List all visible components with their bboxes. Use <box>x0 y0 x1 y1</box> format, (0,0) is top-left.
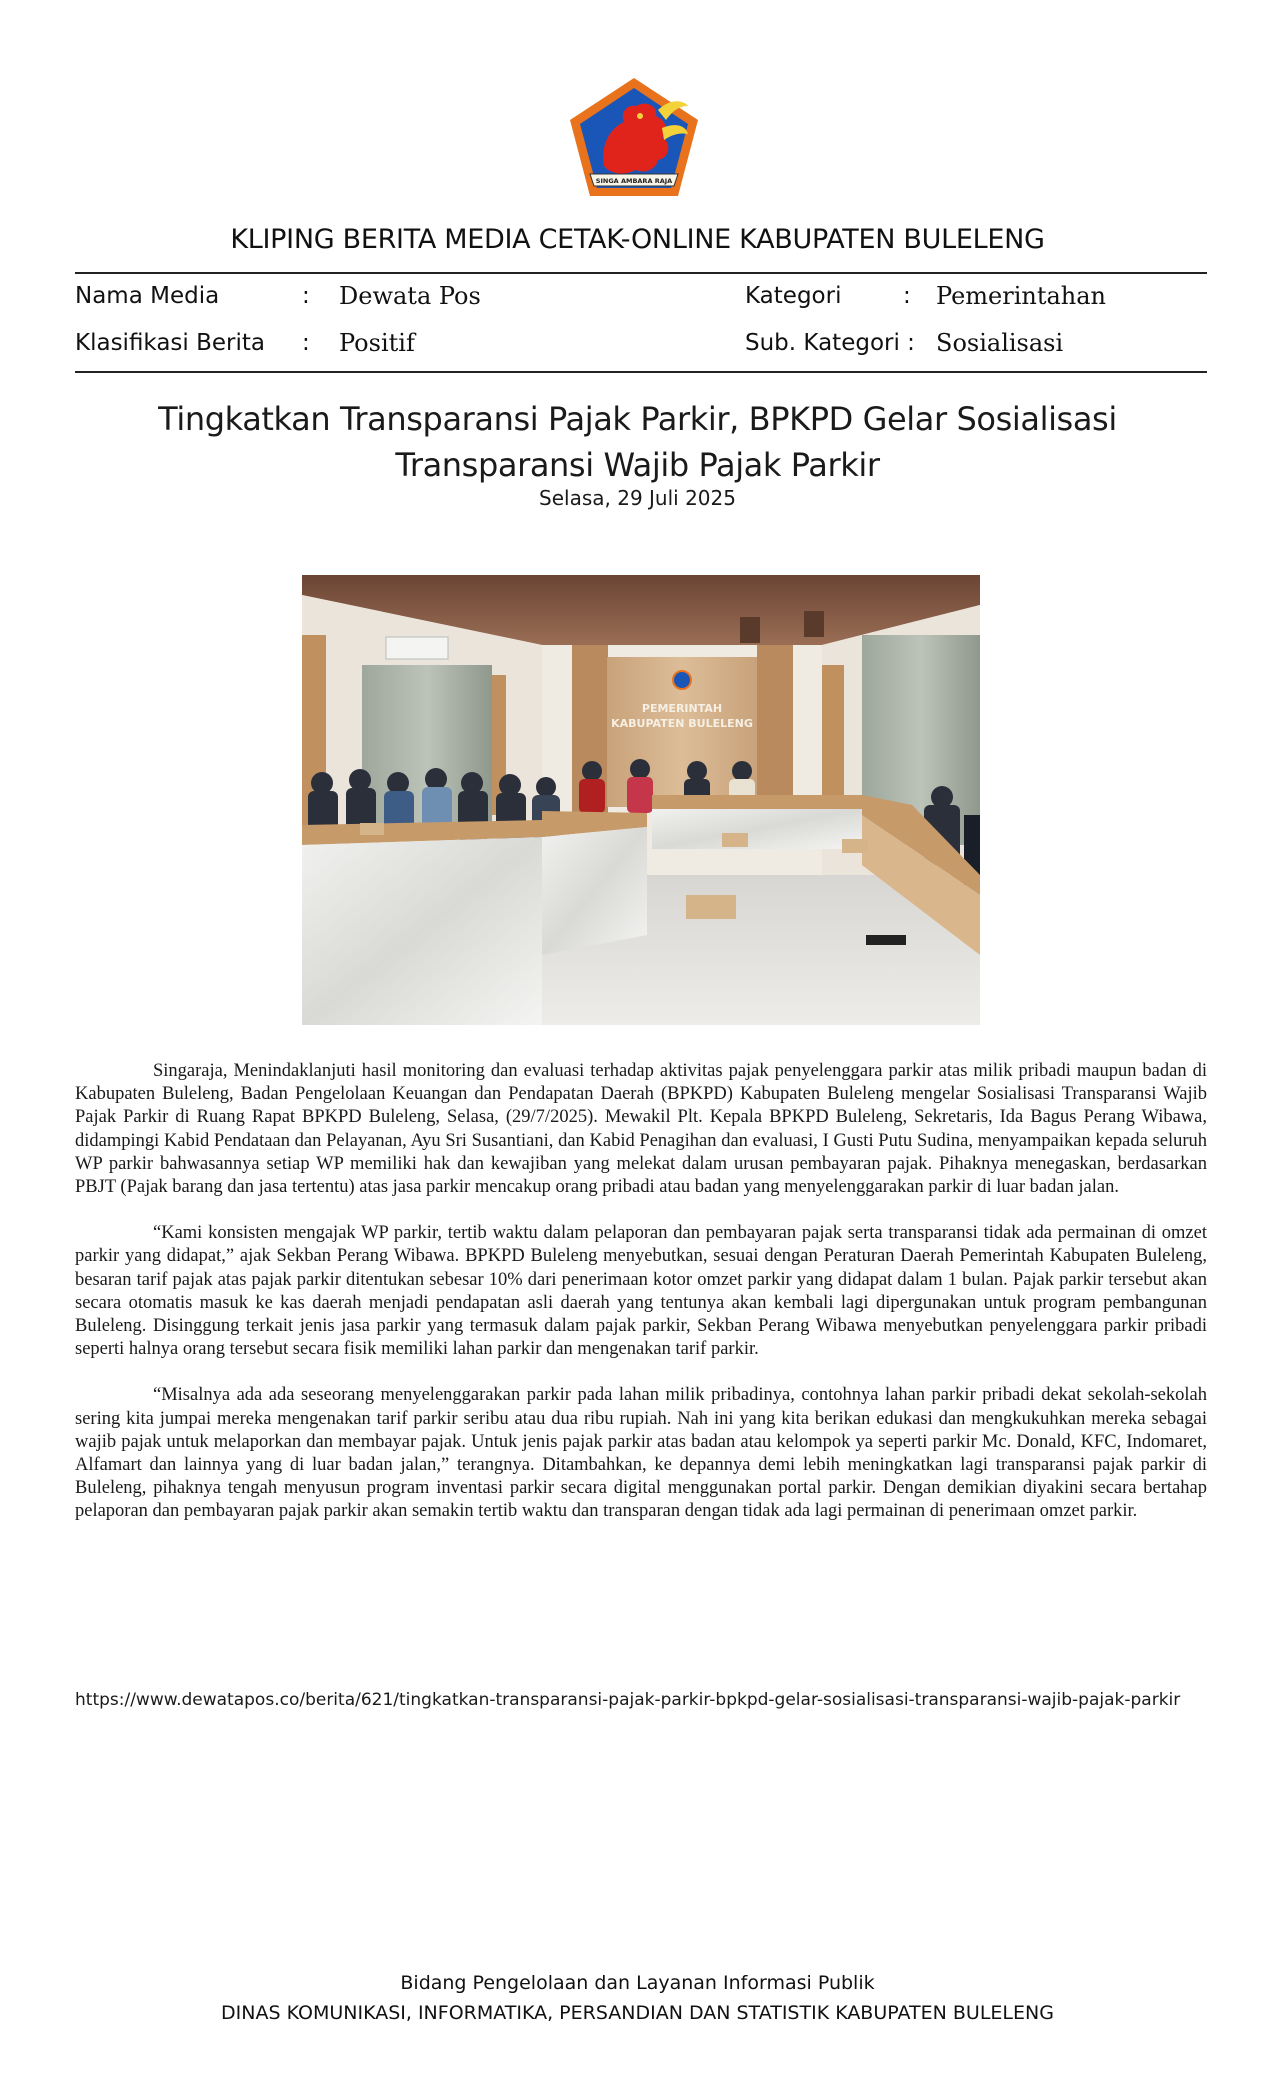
footer-agency: DINAS KOMUNIKASI, INFORMATIKA, PERSANDIAN DAN STATISTIK KABUPATEN BULELENG <box>221 2002 1054 2024</box>
article-paragraph: “Misalnya ada ada seseorang menyelenggarakan parkir pada lahan milik pribadinya, contohnya lahan parkir pribadi dekat sekolah-sekolah sering kita jumpai mereka mengenakan tarif parkir seribu atau dua ribu rupiah. Nah ini yang kita berikan edukasi dan mengkukuhkan mereka sebagai wajib pajak untuk melaporkan dan membayar pajak. Untuk jenis pajak parkir atas badan atau kelompok ya seperti parkir Mc. Donald, KFC, Indomaret, Alfamart dan lainnya yang di luar badan jalan,” terangnya. Ditambahkan, ke depannya demi lebih meningkatkan lagi transparansi pajak parkir di Buleleng, pihaknya tengah menyusun program inventasi parkir secara digital menggunakan portal parkir. Dengan demikian diyakini secara bertahap pelaporan dan pembayaran pajak parkir akan semakin tertib waktu dan transparan dengan tidak ada lagi permainan di penerimaan omzet parkir. <box>75 1385 1207 1522</box>
media-label: Nama Media <box>75 283 220 309</box>
article-date: Selasa, 29 Juli 2025 <box>539 486 736 510</box>
article-paragraph: “Kami konsisten mengajak WP parkir, tertib waktu dalam pelaporan dan pembayaran pajak serta transparansi tidak ada permainan di omzet parkir yang didapat,” ajak Sekban Perang Wibawa. BPKPD Buleleng menyebutkan, sesuai dengan Peraturan Daerah Pemerintah Kabupaten Buleleng, besaran tarif pajak atas pajak parkir ditentukan sebesar 10% dari penerimaan kotor omzet parkir yang didapat dalam 1 bulan. Pajak parkir tersebut akan secara otomatis masuk ke kas daerah menjadi pendapatan asli daerah yang tentunya akan kembali lagi dipergunakan untuk program pembangunan Buleleng. Disinggung terkait jenis jasa parkir yang termasuk dalam pajak parkir, Sekban Perang Wibawa menyebutkan penyelenggara parkir pribadi seperti halnya orang tersebut secara fisik memiliki lahan parkir dan mengenakan tarif parkir. <box>75 1223 1207 1360</box>
article-title-line2: Transparansi Wajib Pajak Parkir <box>395 446 880 484</box>
buleleng-regency-logo <box>566 76 702 200</box>
article-photo <box>302 575 980 1025</box>
article-paragraph: Singaraja, Menindaklanjuti hasil monitoring dan evaluasi terhadap aktivitas pajak penyelenggara parkir atas milik pribadi maupun badan di Kabupaten Buleleng, Badan Pengelolaan Keuangan dan Pendapatan Daerah (BPKPD) Kabupaten Buleleng mengelar Sosialisasi Transparansi Wajib Pajak Parkir di Ruang Rapat BPKPD Buleleng, Selasa, (29/7/2025). Mewakil Plt. Kepala BPKPD Buleleng, Sekretaris, Ida Bagus Perang Wibawa, didampingi Kabid Pendataan dan Pelayanan, Ayu Sri Susantiani, dan Kabid Penagihan dan evaluasi, I Gusti Putu Sudina, menyampaikan kepada seluruh WP parkir bahwasannya setiap WP memiliki hak dan kewajiban yang melekat dalam urusan pembayaran pajak. Pihaknya menegaskan, berdasarkan PBJT (Pajak barang dan jasa tertentu) atas jasa parkir mencakup orang pribadi atau badan yang menyelenggarakan parkir di luar badan jalan. <box>75 1061 1207 1198</box>
source-url-link[interactable]: https://www.dewatapos.co/berita/621/tingkatkan-transparansi-pajak-parkir-bpkpd-gelar-sosialisasi-transparansi-wajib-pajak-parkir <box>75 1690 1181 1710</box>
article-title <box>120 396 1155 488</box>
kategori-colon: : <box>903 283 911 309</box>
kategori-value: Pemerintahan <box>936 282 1107 310</box>
article-body <box>75 1060 1207 1547</box>
subkategori-label: Sub. Kategori : <box>745 330 915 356</box>
klasifikasi-label: Klasifikasi Berita <box>75 330 266 356</box>
subkategori-value: Sosialisasi <box>936 329 1064 357</box>
media-value: Dewata Pos <box>339 282 481 310</box>
article-title-line1: Tingkatkan Transparansi Pajak Parkir, BPKPD Gelar Sosialisasi <box>158 400 1117 438</box>
header-divider-bottom <box>75 371 1207 373</box>
klasifikasi-colon: : <box>302 330 310 356</box>
klasifikasi-value: Positif <box>339 329 415 357</box>
logo-motto: SINGA AMBARA RAJA <box>595 177 673 185</box>
photo-sign-line2: KABUPATEN BULELENG <box>611 717 753 730</box>
footer-division: Bidang Pengelolaan dan Layanan Informasi Publik <box>400 1972 875 1994</box>
media-colon: : <box>302 283 310 309</box>
clipping-header-title: KLIPING BERITA MEDIA CETAK-ONLINE KABUPATEN BULELENG <box>230 224 1045 255</box>
photo-sign-line1: PEMERINTAH <box>641 702 723 715</box>
header-divider-top <box>75 272 1207 274</box>
kategori-label: Kategori <box>745 283 842 309</box>
